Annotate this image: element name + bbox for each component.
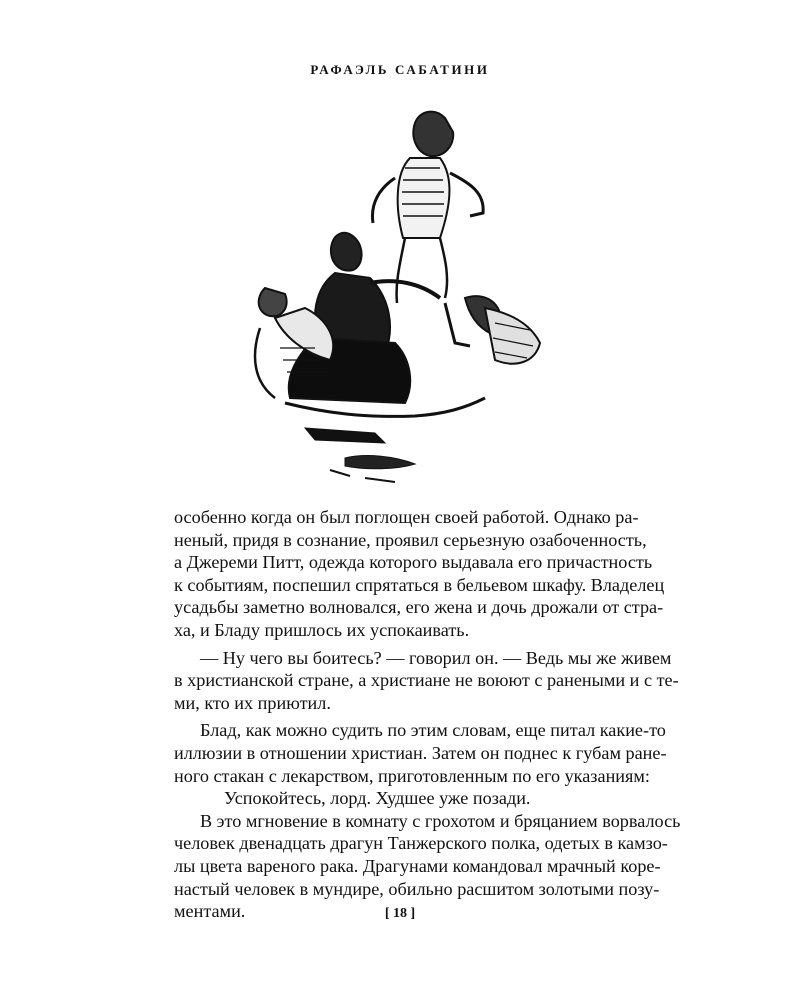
text-line: особенно когда он был поглощен своей работой. Однако ра-	[174, 507, 639, 527]
text-line: ментами.	[174, 901, 246, 922]
text-line: ха, и Бладу пришлось их успокаивать.	[174, 619, 470, 640]
text-line: а Джереми Питт, одежда которого выдавала его причастность	[174, 552, 653, 573]
text-line: Блад, как можно судить по этим словам, еще питал какие-то	[200, 720, 666, 741]
text-line: человек двенадцать драгун Танжерского полка, одетых в камзо-	[174, 833, 668, 854]
body-text	[174, 506, 681, 923]
text-line: Успокойтесь, лорд. Худшее уже позади.	[224, 788, 531, 809]
text-line: в христианской стране, а христиане не воюют с ранеными и с те-	[174, 670, 679, 691]
text-line: — Ну чего вы боитесь? — говорил он. — Ведь мы же живем	[200, 647, 672, 668]
text-line: ми, кто их приютил.	[174, 692, 331, 713]
text-line: иллюзии в отношении христиан. Затем он поднес к губам ране-	[174, 742, 667, 763]
text-line: ного стакан с лекарством, приготовленным по его указаниям:	[174, 765, 650, 786]
text-line: В это мгновение в комнату с грохотом и бряцанием ворвалось	[200, 810, 681, 831]
running-header: РАФАЭЛЬ САБАТИНИ	[310, 62, 490, 77]
engraving-illustration-icon	[245, 98, 555, 498]
text-line: неный, придя в сознание, проявил серьезную озабоченность,	[174, 529, 647, 550]
text-line: к событиям, поспешил спрятаться в бельевом шкафу. Владелец	[174, 574, 665, 595]
text-line: лы цвета вареного рака. Драгунами командовал мрачный коре-	[174, 855, 661, 876]
text-line: настый человек в мундире, обильно расшитом золотыми позу-	[174, 878, 660, 899]
page-number: [ 18 ]	[384, 906, 416, 921]
text-line: усадьбы заметно волновался, его жена и дочь дрожали от стра-	[174, 597, 664, 618]
